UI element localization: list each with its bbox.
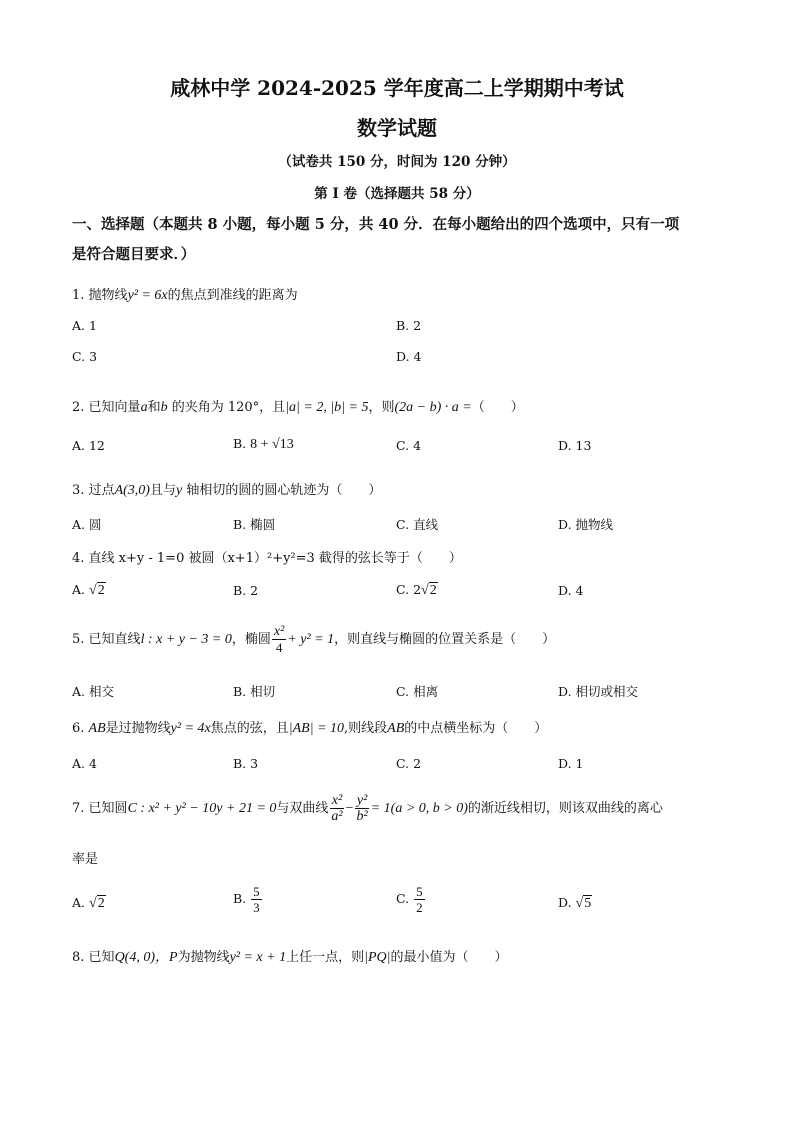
q6-option-c: C. 2 xyxy=(396,756,422,771)
q6-option-a: A. 4 xyxy=(72,756,97,771)
q6-option-b: B. 3 xyxy=(233,756,259,771)
question-4: 4. 直线 x+y - 1=0 被圆（x+1）²+y²=3 截得的弦长等于（ ） xyxy=(72,551,462,566)
q5-option-d: D. 相切或相交 xyxy=(558,684,639,699)
q7-option-d: D. √5 xyxy=(558,895,592,911)
subject-title: 数学试题 xyxy=(357,116,437,140)
q3-option-b: B. 椭圆 xyxy=(233,517,276,532)
q2-option-c: C. 4 xyxy=(396,438,422,453)
q5-option-a: A. 相交 xyxy=(72,684,114,699)
question-2: 2. 已知向量a和b 的夹角为 120°，且|a| = 2, |b| = 5，则(2a − b) · a =（ ） xyxy=(72,400,524,415)
question-6: 6. AB是过抛物线y² = 4x焦点的弦，且|AB| = 10,则线段AB的中点横坐标为（ ） xyxy=(72,721,548,736)
q2-option-d: D. 13 xyxy=(558,438,592,453)
q4-option-c: C. 2√2 xyxy=(396,582,437,598)
q6-option-d: D. 1 xyxy=(558,756,584,771)
section-heading: 一、选择题（本题共 8 小题，每小题 5 分，共 40 分．在每小题给出的四个选项中，只有一项 xyxy=(72,216,680,233)
part-title: 第 I 卷（选择题共 58 分） xyxy=(314,186,480,202)
exam-info: （试卷共 150 分，时间为 120 分钟） xyxy=(278,154,516,170)
question-1: 1. 抛物线y² = 6x的焦点到准线的距离为 xyxy=(72,288,298,303)
q5-option-b: B. 相切 xyxy=(233,684,276,699)
q7-option-a: A. √2 xyxy=(72,895,105,911)
q1-option-a: A. 1 xyxy=(72,318,97,333)
question-8: 8. 已知Q(4, 0)，P为抛物线y² = x + 1上任一点，则|PQ|的最小值为（ ） xyxy=(72,950,508,965)
q3-option-c: C. 直线 xyxy=(396,517,439,532)
question-number: 1. xyxy=(72,288,85,303)
question-5: 5. 已知直线l : x + y − 3 = 0，椭圆 $\frac{\text{x²}}{4}$ + y² = 1，则直线与椭圆的位置关系是（ ） xyxy=(72,624,556,655)
q1-option-d: D. 4 xyxy=(396,349,422,364)
q3-option-a: A. 圆 xyxy=(72,517,102,532)
q5-option-c: C. 相离 xyxy=(396,684,439,699)
q1-option-c: C. 3 xyxy=(72,349,98,364)
q1-option-b: B. 2 xyxy=(396,318,422,333)
q4-option-a: A. √2 xyxy=(72,582,105,598)
question-7-cont: 率是 xyxy=(72,852,99,867)
q7-option-c: C. $\frac{5}{2}$ xyxy=(396,884,423,915)
q4-option-d: D. 4 xyxy=(558,583,584,598)
section-heading-cont: 是符合题目要求．） xyxy=(72,246,196,263)
q7-option-b: B. $\frac{5}{3}$ xyxy=(233,884,260,915)
question-7: 7. 已知圆C : x² + y² − 10y + 21 = 0与双曲线 $\frac{\text{x²}}{\text{a²}}$ − $\frac{\text{y²}}{\text{b²}}$ = 1(a > 0, b > 0)的渐近线相切，则该双曲线的离心 xyxy=(72,793,663,824)
q3-option-d: D. 抛物线 xyxy=(558,517,614,532)
q2-option-a: A. 12 xyxy=(72,438,105,453)
question-3: 3. 过点A(3,0)且与y 轴相切的圆的圆心轨迹为（ ） xyxy=(72,483,382,498)
exam-title: 咸林中学 2024-2025 学年度高二上学期期中考试 xyxy=(170,76,624,100)
q4-option-b: B. 2 xyxy=(233,583,259,598)
q2-option-b: B. 8 + √13 xyxy=(233,436,294,452)
